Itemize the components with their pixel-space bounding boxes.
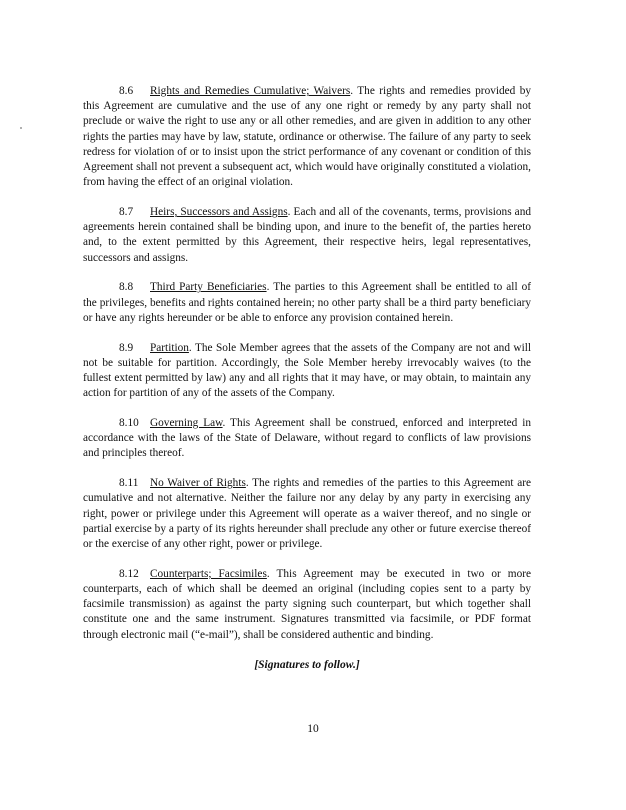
section-number: 8.7 xyxy=(119,206,134,219)
section-number: 8.11 xyxy=(119,477,139,490)
section-title: Heirs, Successors and Assigns xyxy=(150,206,288,219)
signatures-note: [Signatures to follow.] xyxy=(254,658,360,671)
section-text: . The rights and remedies provided by this Agreement are cumulative and the use of any one right or remedy by any party shall not preclude or waive the right to use any or all other remedies, and are given in addition to any other rights the parties may have by law, statute, ordinance or otherwise. The failure of any party to seek redress for violation of or to insist upon the strict performance of any covenant or condition of this Agreement shall not prevent a subsequent act, which would have originally constituted a violation, from having the effect of an original violation. xyxy=(83,85,531,189)
section-8-9 xyxy=(83,341,531,402)
section-title: Third Party Beneficiaries xyxy=(150,281,267,294)
section-title: No Waiver of Rights xyxy=(150,477,246,490)
section-text: . This Agreement may be executed in two or more counterparts, each of which shall be deemed an original (including copies sent to a party by facsimile transmission) as against the party signing such counterpart, but which together shall constitute one and the same instrument. Signatures transmitted via facsimile, or PDF format through electronic mail (“e-mail”), shall be considered authentic and binding. xyxy=(83,567,532,641)
section-text: . Each and all of the covenants, terms, provisions and agreements herein contained shall be binding upon, and inure to the benefit of, the parties hereto and, to the extent permitted by this Agreement, their respective heirs, legal representatives, successors and assigns. xyxy=(83,206,531,264)
section-text: . The parties to this Agreement shall be entitled to all of the privileges, benefits and rights contained herein; no other party shall be a third party beneficiary or have any rights hereunder or be able to enforce any provision contained herein. xyxy=(83,281,531,324)
section-8-12 xyxy=(83,567,531,643)
section-8-6 xyxy=(83,84,531,190)
section-title: Partition xyxy=(150,341,189,354)
section-number: 8.10 xyxy=(119,417,139,430)
section-8-10 xyxy=(83,416,531,462)
scan-speck xyxy=(20,127,22,129)
section-8-8 xyxy=(83,280,531,326)
section-text: . The rights and remedies of the parties to this Agreement are cumulative and not alternative. Neither the failure nor any delay by any party in exercising any right, power or privilege under this Agreement will operate as a waiver thereof, and no single or partial exercise by a party of its rights hereunder shall preclude any other or future exercise thereof or the exercise of any other right, power or privilege. xyxy=(83,477,531,551)
section-title: Rights and Remedies Cumulative; Waivers xyxy=(150,85,351,97)
document-body xyxy=(83,84,531,671)
section-number: 8.8 xyxy=(119,281,134,294)
section-8-11 xyxy=(83,476,531,552)
section-title: Governing Law xyxy=(150,417,223,430)
section-text: . The Sole Member agrees that the assets of the Company are not and will not be suitable for partition. Accordingly, the Sole Member hereby irrevocably waives (to the fullest extent permitted by law) any and all rights that it may have, or may obtain, to maintain any action for partition of any of the assets of the Company. xyxy=(83,341,531,400)
section-number: 8.9 xyxy=(119,341,134,354)
section-title: Counterparts; Facsimiles xyxy=(150,567,267,580)
page-number: 10 xyxy=(307,723,319,735)
section-number: 8.12 xyxy=(119,567,139,580)
section-8-7 xyxy=(83,205,531,266)
section-text: . This Agreement shall be construed, enforced and interpreted in accordance with the laws of the State of Delaware, without regard to conflicts of law provisions and principles thereof. xyxy=(83,417,532,460)
section-number: 8.6 xyxy=(119,85,134,97)
